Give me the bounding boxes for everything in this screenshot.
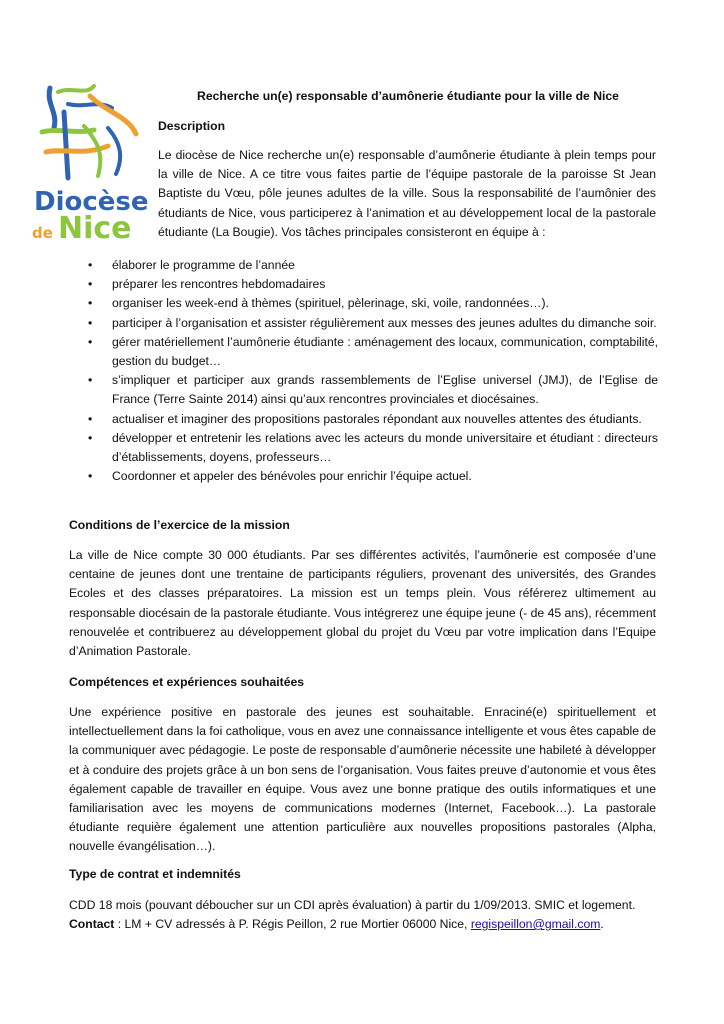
- bullet-icon: •: [88, 315, 93, 330]
- task-text: organiser les week-end à thèmes (spirituel, pèlerinage, ski, voile, randonnées…).: [112, 296, 549, 311]
- task-item: [62, 371, 658, 409]
- description-heading: Description: [158, 119, 226, 133]
- task-item: [62, 429, 658, 467]
- task-text: préparer les rencontres hebdomadaires: [112, 277, 326, 292]
- conditions-paragraph: La ville de Nice compte 30 000 étudiants. Par ses différentes activités, l’aumônerie est composée d’une centaine de jeunes dont une trentaine de participants réguliers, provenant des universités, des Grandes Ecoles et des classes préparatoires. La mission est un temps plein. Vous référerez ultimement au responsable diocésain de la pastorale étudiante. Vous intégrerez une équipe jeune (- de 45 ans), récemment renouvelée et contribuerez au développement global du projet du Vœu par votre implication dans l’Equipe d’Animation Pastorale.: [69, 548, 656, 659]
- task-list: [62, 256, 658, 486]
- contact-line: [69, 915, 656, 934]
- diocese-de-nice-logo: [28, 82, 153, 242]
- task-text: gérer matériellement l’aumônerie étudiante : aménagement des locaux, communication, comptabilité, gestion du budget…: [112, 334, 658, 369]
- task-item: [62, 410, 658, 429]
- bullet-icon: •: [88, 277, 93, 292]
- task-item: [62, 275, 658, 294]
- bullet-icon: •: [88, 430, 93, 445]
- contract-heading: Type de contrat et indemnités: [69, 867, 241, 881]
- task-item: [62, 294, 658, 313]
- task-text: participer à l’organisation et assister régulièrement aux messes des jeunes adultes du dimanche soir.: [112, 315, 657, 330]
- task-text: s’impliquer et participer aux grands rassemblements de l’Eglise universel (JMJ), de l’Eglise de France (Terre Sainte 2014) ainsi qu’aux rencontres provinciales et diocésaines.: [112, 373, 658, 407]
- task-text: élaborer le programme de l’année: [112, 258, 295, 272]
- task-item: [62, 333, 658, 371]
- task-item: [62, 467, 658, 486]
- bullet-icon: •: [88, 334, 93, 349]
- bullet-icon: •: [88, 258, 93, 272]
- bullet-icon: •: [88, 296, 93, 311]
- logo-word-de: de: [32, 224, 53, 242]
- contact-label: Contact: [69, 917, 115, 931]
- competences-heading: Compétences et expériences souhaitées: [69, 675, 305, 689]
- bullet-icon: •: [88, 469, 93, 484]
- contact-text: : LM + CV adressés à P. Régis Peillon, 2 rue Mortier 06000 Nice,: [114, 917, 471, 931]
- document-title: Recherche un(e) responsable d’aumônerie étudiante pour la ville de Nice: [197, 89, 619, 103]
- contact-end: .: [600, 917, 604, 931]
- contact-email-link[interactable]: regispeillon@gmail.com: [470, 917, 601, 931]
- bullet-icon: •: [88, 411, 93, 426]
- task-item: [62, 314, 658, 333]
- description-paragraph: Le diocèse de Nice recherche un(e) responsable d’aumônerie étudiante à plein temps pour la ville de Nice. A ce titre vous faites partie de l’équipe pastorale de la paroisse St Jean Baptiste du Vœu, pôle jeunes adultes de la ville. Sous la responsabilité de l’aumônier des étudiants de Nice, vous participerez à l’animation et au développement local de la pastorale étudiante (La Bougie). Vos tâches principales consisteront en équipe à :: [158, 148, 656, 239]
- logo-word-nice: Nice: [58, 211, 132, 242]
- logo-word-diocese: Diocèse: [34, 187, 149, 217]
- conditions-heading: Conditions de l’exercice de la mission: [69, 518, 290, 532]
- contract-paragraph: CDD 18 mois (pouvant déboucher sur un CDI après évaluation) à partir du 1/09/2013. SMIC et logement.: [69, 898, 636, 912]
- task-text: développer et entretenir les relations avec les acteurs du monde universitaire et étudiant : directeurs d’établissements, doyens, professeurs…: [112, 430, 658, 465]
- task-item: [62, 256, 658, 275]
- task-text: Coordonner et appeler des bénévoles pour enrichir l’équipe actuel.: [112, 469, 472, 484]
- bullet-icon: •: [88, 373, 93, 388]
- task-text: actualiser et imaginer des propositions pastorales répondant aux nouvelles attentes des étudiants.: [112, 411, 642, 426]
- competences-paragraph: Une expérience positive en pastorale des jeunes est souhaitable. Enraciné(e) spirituellement et intellectuellement dans la foi catholique, vous en avez une connaissance intelligente et vous êtes capable de la communiquer avec pédagogie. Le poste de responsable d’aumônerie nécessite une habileté à développer et à conduire des projets grâce à un bon sens de l’organisation. Vous faites preuve d’autonomie et vous êtes également capable de travailler en équipe. Vous avez une bonne pratique des outils informatiques et une familiarisation avec les moyens de communications modernes (Internet, Facebook…). La pastorale étudiante requière également une attention particulière aux nouvelles propositions pastorales (Alpha, nouvelle évangélisation…).: [69, 705, 656, 854]
